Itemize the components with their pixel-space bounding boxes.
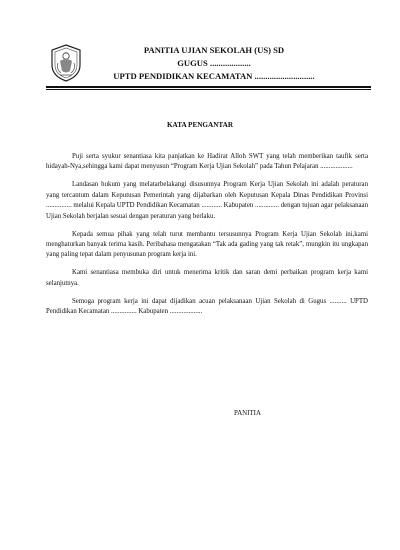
signoff: PANITIA xyxy=(234,410,261,417)
paragraph-closing: Semoga program kerja ini dapat dijadikan acuan pelaksanaan Ujian Sekolah di Gugus .......... UPTD Pendidikan Kecamatan ............... Kabupaten ................... xyxy=(46,297,368,316)
document-body xyxy=(46,152,368,325)
paragraph-thanks: Kepada semua pihak yang telah turut membantu tersusunnya Program Kerja Ujian Sekolah ini,kami menghaturkan banyak terima kasih. Peribahasa mengatakan “Tak ada gading yang tak retak”, mungkin itu ungkapan yang paling tepat dalam penyusunan program kerja ini. xyxy=(46,230,368,259)
document-title: KATA PENGANTAR xyxy=(166,121,234,129)
paragraph-legal-basis: Landasan hukum yang melatarbelakangi disusunnya Program Kerja Ujian Sekolah ini adalah peraturan yang tercantum dalam Keputusan Pemerintah yang dijabarkan oleh Keputusan Kepala Dinas Pendidikan Provinsi ............... melalui Kepala UPTD Pendidikan Kecamatan ............ Kabupaten .............. dengan tujuan agar pelaksanaan Ujian Sekolah berjalan sesuai dengan peraturan yang berlaku. xyxy=(46,181,368,220)
paragraph-gratitude: Puji serta syukur senantiasa kita panjatkan ke Hadirat Alloh SWT yang telah memberikan taufik serta hidayah-Nya,sehingga kami dapat menyusun “Program Kerja Ujian Sekolah” pada Tahun Pelajaran ................... xyxy=(46,153,368,171)
tut-wuri-handayani-emblem-icon xyxy=(46,43,86,83)
letterhead-rule-thin xyxy=(46,89,371,90)
letterhead-line-cluster: GUGUS ................... xyxy=(177,58,251,68)
letterhead-rule-thick xyxy=(46,86,371,88)
letterhead-line-committee: PANITIA UJIAN SEKOLAH (US) SD xyxy=(143,45,285,55)
paragraph-feedback: Kami senantiasa membuka diri untuk menerima kritik dan saran demi perbaikan program kerja kami selanjutnya. xyxy=(46,269,368,287)
letterhead-line-office: UPTD PENDIDIKAN KECAMATAN ............................ xyxy=(113,71,315,81)
letterhead xyxy=(92,44,336,83)
